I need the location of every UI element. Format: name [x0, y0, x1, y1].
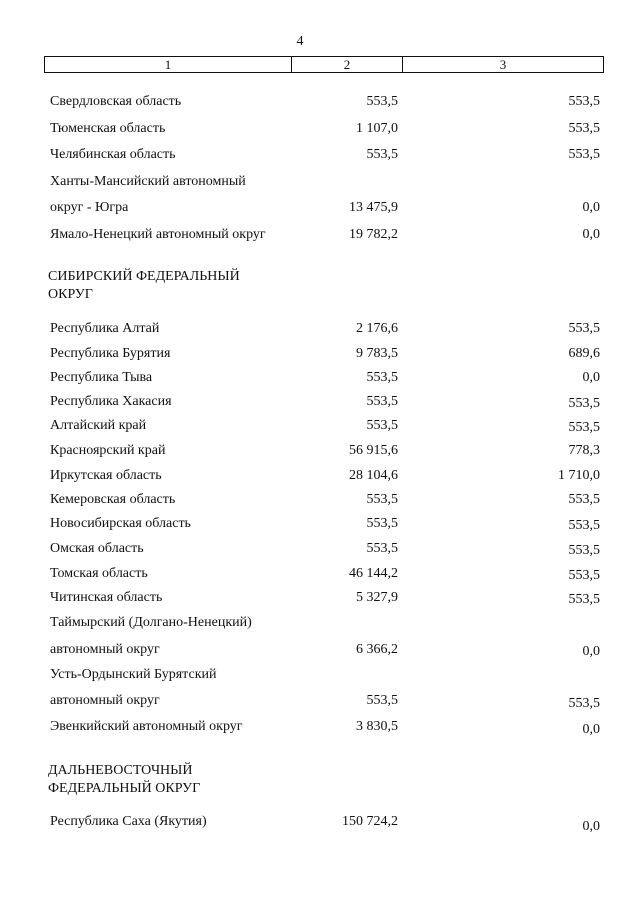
page-number: 4 — [296, 34, 304, 49]
value-column-3: 553,5 — [568, 592, 600, 607]
value-column-2: 553,5 — [366, 394, 398, 409]
region-name: автономный округ — [50, 693, 160, 708]
region-name: округ - Югра — [50, 200, 129, 215]
value-column-3: 553,5 — [568, 321, 600, 336]
value-column-2: 19 782,2 — [349, 227, 398, 242]
value-column-2: 28 104,6 — [349, 468, 398, 483]
value-column-2: 553,5 — [366, 147, 398, 162]
value-column-3: 553,5 — [568, 518, 600, 533]
value-column-3: 553,5 — [568, 94, 600, 109]
value-column-3: 553,5 — [568, 147, 600, 162]
region-name: Челябинская область — [50, 147, 176, 162]
region-name: Республика Бурятия — [50, 346, 171, 361]
value-column-2: 5 327,9 — [356, 590, 398, 605]
region-name: Республика Саха (Якутия) — [50, 814, 207, 829]
value-column-3: 689,6 — [568, 346, 600, 361]
value-column-2: 1 107,0 — [356, 121, 398, 136]
value-column-3: 0,0 — [582, 200, 600, 215]
value-column-2: 553,5 — [366, 94, 398, 109]
value-column-2: 553,5 — [366, 370, 398, 385]
value-column-2: 150 724,2 — [342, 814, 398, 829]
region-name: Ханты-Мансийский автономный — [50, 174, 246, 189]
value-column-2: 3 830,5 — [356, 719, 398, 734]
value-column-3: 553,5 — [568, 696, 600, 711]
region-name: Таймырский (Долгано-Ненецкий) — [50, 615, 252, 630]
region-name: Иркутская область — [50, 468, 162, 483]
value-column-2: 2 176,6 — [356, 321, 398, 336]
value-column-3: 0,0 — [582, 370, 600, 385]
value-column-2: 46 144,2 — [349, 566, 398, 581]
region-name: Республика Тыва — [50, 370, 153, 385]
region-name: Новосибирская область — [50, 516, 191, 531]
region-name: Ямало-Ненецкий автономный округ — [50, 227, 266, 242]
value-column-2: 13 475,9 — [349, 200, 398, 215]
column-header-table — [44, 56, 604, 73]
column-header-1: 1 — [45, 57, 292, 72]
region-name: Усть-Ордынский Бурятский — [50, 667, 217, 682]
value-column-3: 553,5 — [568, 420, 600, 435]
value-column-3: 553,5 — [568, 543, 600, 558]
value-column-3: 553,5 — [568, 492, 600, 507]
region-name: Эвенкийский автономный округ — [50, 719, 243, 734]
region-name: Омская область — [50, 541, 144, 556]
region-name: Читинская область — [50, 590, 163, 605]
value-column-3: 553,5 — [568, 568, 600, 583]
column-header-3: 3 — [499, 57, 507, 72]
value-column-2: 553,5 — [366, 516, 398, 531]
region-name: Республика Алтай — [50, 321, 160, 336]
value-column-2: 6 366,2 — [356, 642, 398, 657]
region-name: Алтайский край — [50, 418, 147, 433]
value-column-2: 9 783,5 — [356, 346, 398, 361]
region-name: Тюменская область — [50, 121, 166, 136]
value-column-3: 553,5 — [568, 396, 600, 411]
column-header-2: 2 — [292, 57, 403, 72]
section-heading-fareast-line1: ДАЛЬНЕВОСТОЧНЫЙ — [48, 763, 193, 778]
region-name: Свердловская область — [50, 94, 182, 109]
section-heading-siberia-line1: СИБИРСКИЙ ФЕДЕРАЛЬНЫЙ — [48, 269, 240, 284]
value-column-3: 0,0 — [582, 227, 600, 242]
value-column-3: 553,5 — [568, 121, 600, 136]
value-column-2: 553,5 — [366, 492, 398, 507]
value-column-2: 553,5 — [366, 541, 398, 556]
value-column-2: 553,5 — [366, 418, 398, 433]
value-column-2: 56 915,6 — [349, 443, 398, 458]
section-heading-siberia-line2: ОКРУГ — [48, 287, 93, 302]
region-name: Кемеровская область — [50, 492, 176, 507]
value-column-3: 0,0 — [582, 644, 600, 659]
value-column-3: 1 710,0 — [558, 468, 600, 483]
value-column-2: 553,5 — [366, 693, 398, 708]
region-name: Томская область — [50, 566, 148, 581]
value-column-3: 0,0 — [582, 819, 600, 834]
section-heading-fareast-line2: ФЕДЕРАЛЬНЫЙ ОКРУГ — [48, 781, 201, 796]
region-name: автономный округ — [50, 642, 160, 657]
value-column-3: 778,3 — [568, 443, 600, 458]
region-name: Красноярский край — [50, 443, 166, 458]
value-column-3: 0,0 — [582, 722, 600, 737]
region-name: Республика Хакасия — [50, 394, 172, 409]
